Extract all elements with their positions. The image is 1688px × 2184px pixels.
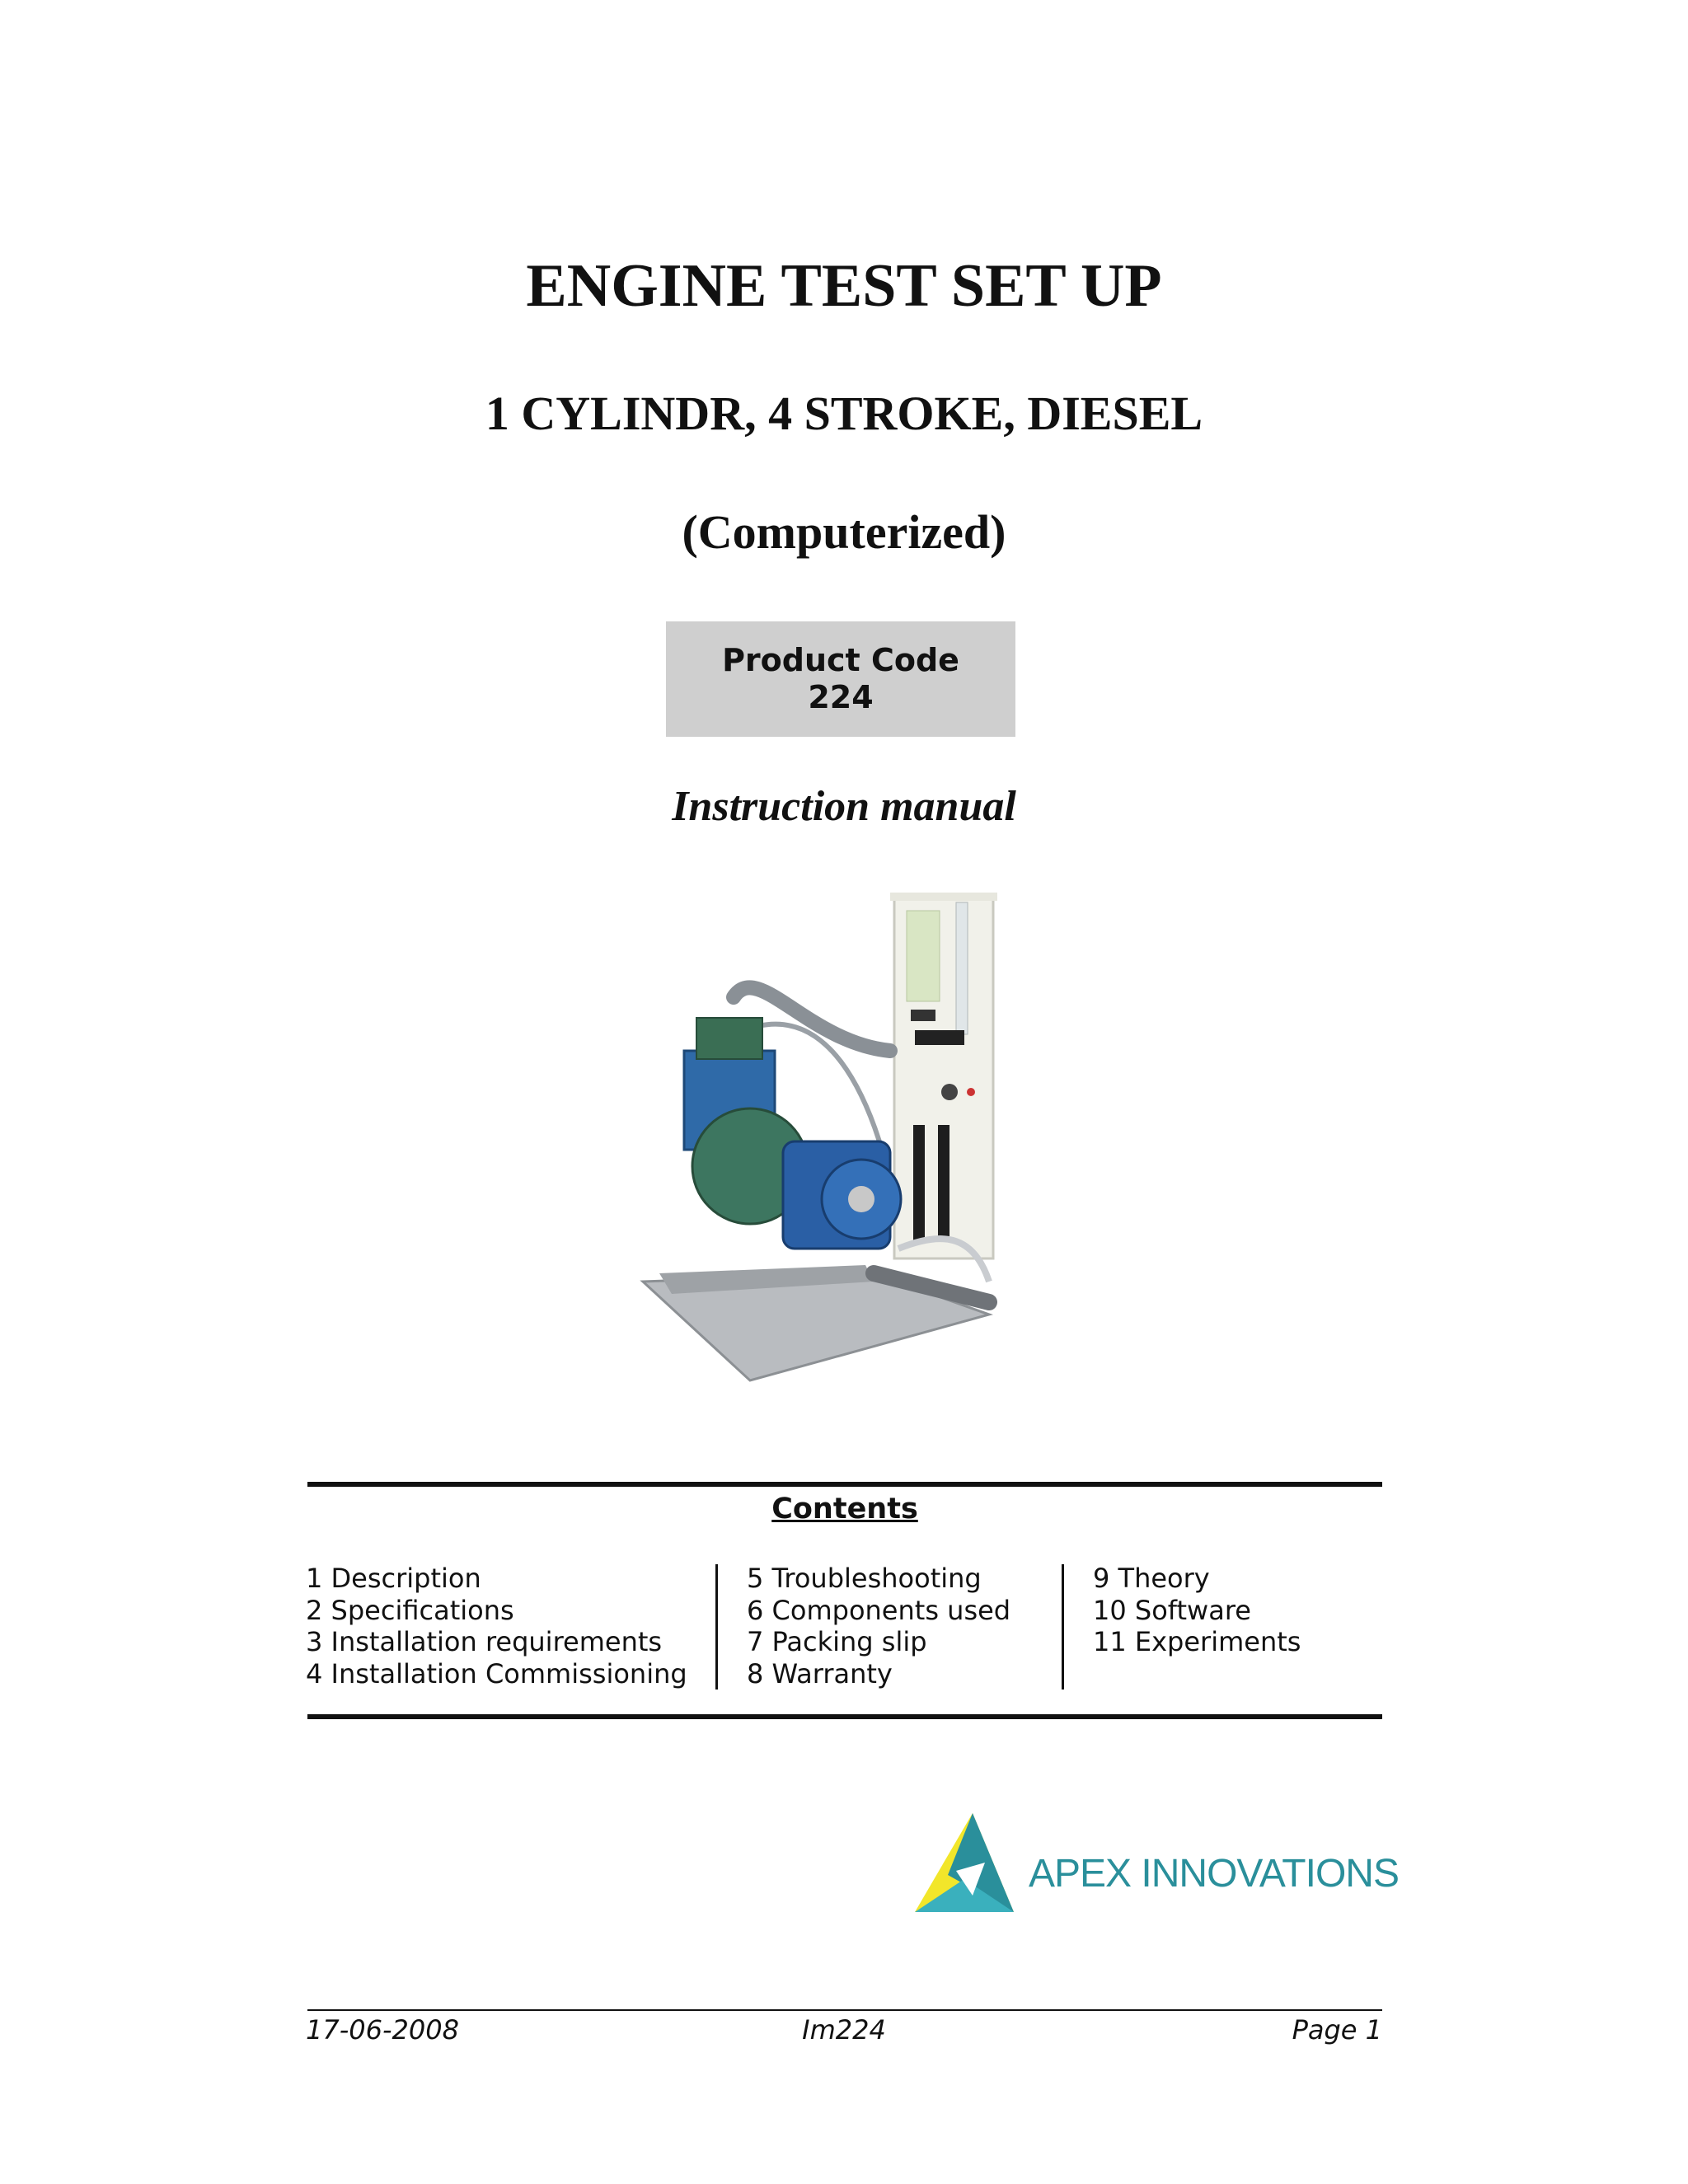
contents-item: 11 Experiments xyxy=(1093,1626,1301,1657)
product-code-value: 224 xyxy=(808,679,874,715)
contents-column-3 xyxy=(1093,1563,1301,1658)
footer-document-id: Im224 xyxy=(802,2014,886,2046)
contents-item: 1 Description xyxy=(306,1563,481,1594)
contents-item: 8 Warranty xyxy=(747,1657,893,1690)
contents-item: 4 Installation Commissioning xyxy=(306,1657,687,1690)
product-code-box xyxy=(666,621,1015,737)
contents-item: 7 Packing slip xyxy=(747,1626,927,1657)
document-title: ENGINE TEST SET UP xyxy=(526,252,1162,320)
contents-column-1 xyxy=(306,1563,687,1690)
contents-heading: Contents xyxy=(771,1493,918,1526)
footer-rule xyxy=(307,2009,1382,2011)
contents-column-2 xyxy=(747,1563,1010,1690)
contents-item: 5 Troubleshooting xyxy=(747,1563,982,1594)
contents-item: 3 Installation requirements xyxy=(306,1626,663,1657)
contents-bottom-rule xyxy=(307,1714,1382,1719)
contents-item: 9 Theory xyxy=(1093,1563,1210,1594)
contents-top-rule xyxy=(307,1482,1382,1487)
logo-text: APEX INNOVATIONS xyxy=(1029,1852,1399,1896)
contents-column-divider xyxy=(715,1564,718,1690)
document-subtitle: 1 CYLINDR, 4 STROKE, DIESEL xyxy=(485,387,1203,440)
engine-test-rig-photo xyxy=(626,886,1055,1405)
manual-label: Instruction manual xyxy=(672,783,1016,830)
product-code-label: Product Code xyxy=(722,642,959,678)
contents-item: 6 Components used xyxy=(747,1594,1011,1626)
contents-item: 2 Specifications xyxy=(306,1594,514,1626)
contents-column-divider xyxy=(1062,1564,1064,1690)
footer-page-number: Page 1 xyxy=(1292,2014,1382,2046)
document-variant: (Computerized) xyxy=(682,505,1006,559)
footer-date: 17-06-2008 xyxy=(306,2014,459,2046)
contents-item: 10 Software xyxy=(1093,1594,1251,1626)
